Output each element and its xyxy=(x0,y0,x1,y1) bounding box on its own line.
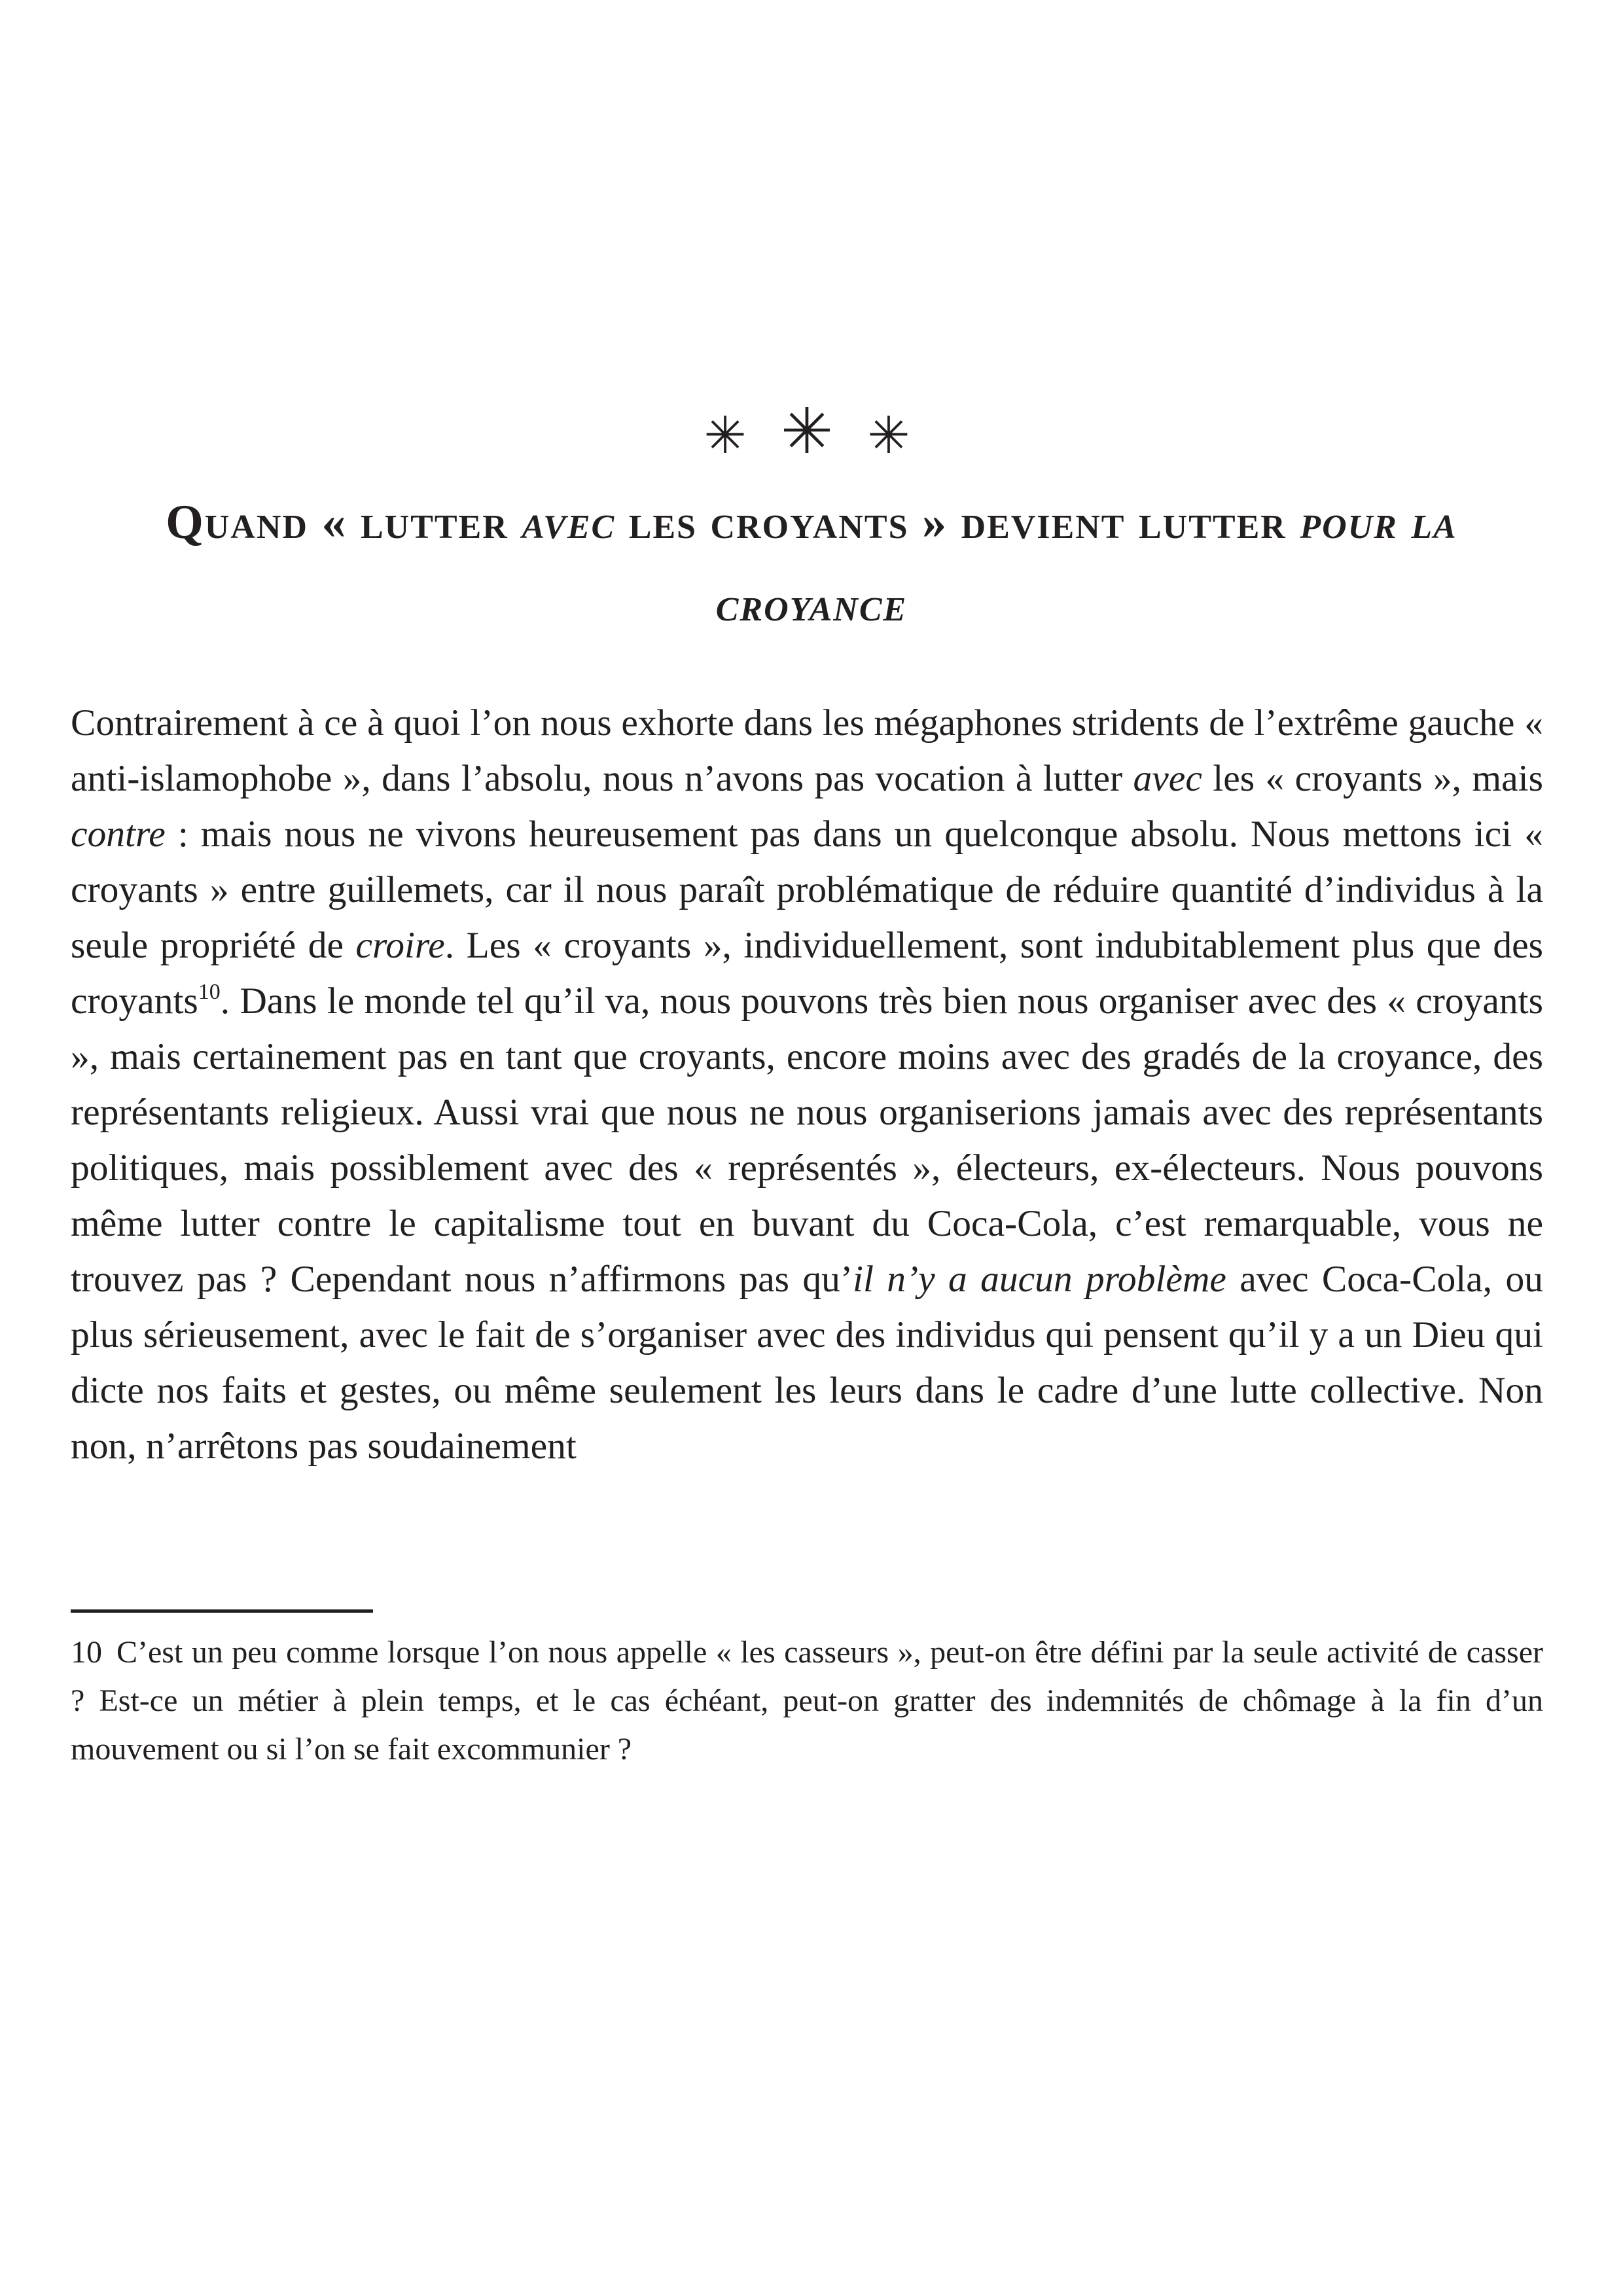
footnote xyxy=(71,1628,1543,1774)
section-heading xyxy=(92,481,1531,646)
body-text-2: les « croyants », mais xyxy=(1202,758,1543,799)
body-text-1: Contrairement à ce à quoi l’on nous exhorte dans les mégaphones stridents de l’extrême gauche « anti-islamophobe », dans l’absolu, nous n’avons pas vocation à lutter xyxy=(71,702,1543,799)
body-paragraph xyxy=(71,695,1543,1474)
heading-text-2: les croyants » devient lutter xyxy=(615,495,1300,549)
asterisk-icon-center: ✳ xyxy=(780,397,843,467)
asterisk-icon-right: ✳ xyxy=(867,407,919,464)
body-text-3: : mais nous ne vivons heureusement pas dans un quelconque absolu. Nous mettons ici « croyants » entre guillemets, car il nous paraît problématique de réduire quantité d’individus à la seule propriété de xyxy=(71,814,1543,966)
footnote-text: C’est un peu comme lorsque l’on nous appelle « les casseurs », peut-on être défini par la seule activité de casser ? Est-ce un métier à plein temps, et le cas échéant, peut-on gratter des indemnités de chômage à la fin d’un mouvement ou si l’on se fait excommunier ? xyxy=(71,1635,1543,1767)
asterism-ornament xyxy=(0,393,1623,475)
footnote-separator xyxy=(71,1609,373,1613)
body-italic-croire: croire xyxy=(355,925,445,966)
body-italic-avec: avec xyxy=(1133,758,1202,799)
footnote-number: 10 xyxy=(71,1635,102,1670)
body-italic-contre: contre xyxy=(71,814,166,855)
heading-text-1: Quand « lutter xyxy=(166,495,522,549)
body-text-6: avec Coca-Cola, ou plus sérieusement, avec le fait de s’organiser avec des individus qui pensent qu’il y a un Dieu qui dicte nos faits et gestes, ou même seulement les leurs dans le cadre d’une lutte collective. Non non, n’arrêtons pas soudainement xyxy=(71,1259,1543,1467)
footnote-reference: 10 xyxy=(198,980,221,1004)
heading-italic-avec: avec xyxy=(522,495,616,549)
heading-italic-pour-la-croyance: pour la croyance xyxy=(715,495,1457,632)
asterisk-icon-left: ✳ xyxy=(704,407,756,464)
body-italic-aucun-probleme: il n’y a aucun problème xyxy=(853,1259,1226,1300)
body-text-4: . Les « croyants », individuellement, sont indubitablement plus que des croyants xyxy=(71,925,1543,1022)
body-text-5: . Dans le monde tel qu’il va, nous pouvons très bien nous organiser avec des « croyants », mais certainement pas en tant que croyants, encore moins avec des gradés de la croyance, des représentants religieux. Aussi vrai que nous ne nous organiserions jamais avec des représentants politiques, mais possiblement avec des « représentés », électeurs, ex-électeurs. Nous pouvons même lutter contre le capitalisme tout en buvant du Coca-Cola, c’est remarquable, vous ne trouvez pas ? Cependant nous n’affirmons pas qu’ xyxy=(71,980,1543,1300)
